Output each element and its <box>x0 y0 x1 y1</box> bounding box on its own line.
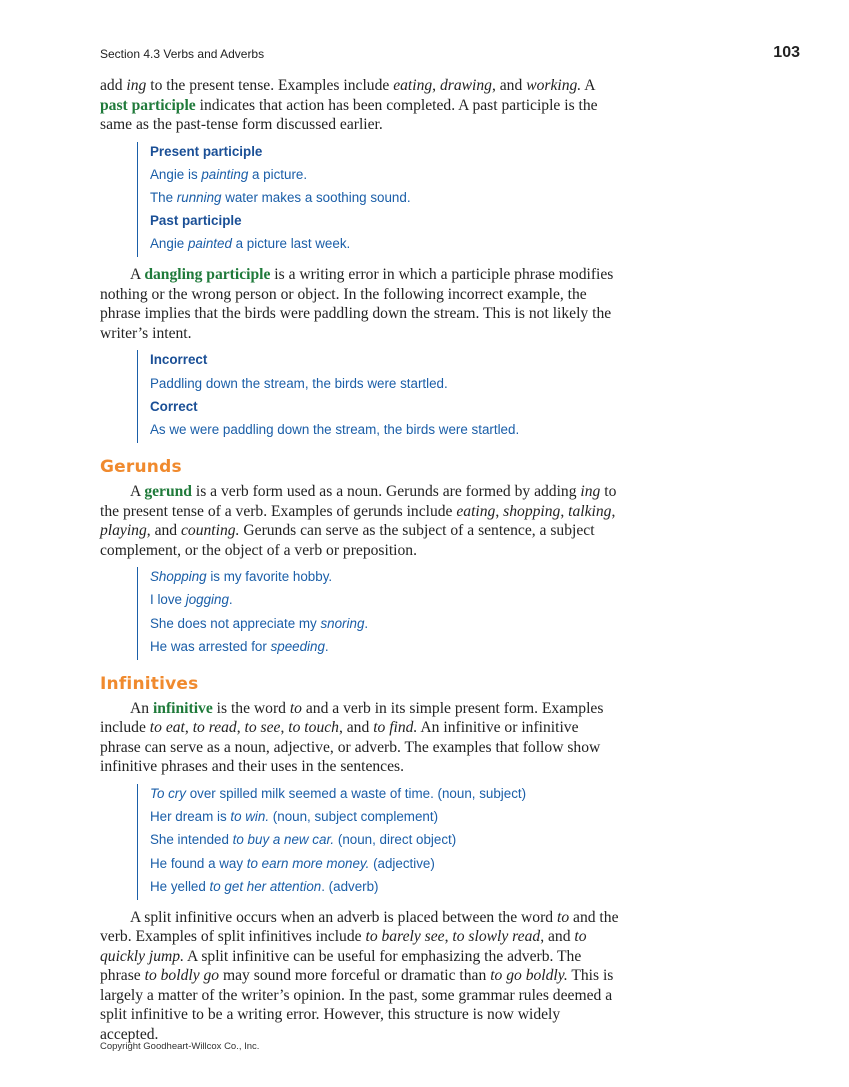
text-run: over spilled milk seemed a waste of time. (noun, subject) <box>185 785 527 801</box>
text-run: (noun, subject complement) <box>269 809 439 825</box>
italic-text: to read <box>192 719 237 737</box>
italic-text: To cry <box>150 785 186 801</box>
section-title: Section 4.3 Verbs and Adverbs <box>100 47 265 61</box>
italic-text: painted <box>187 236 232 252</box>
italic-text: snoring <box>320 615 365 631</box>
italic-text: to slowly read <box>452 928 541 946</box>
example-sentence <box>150 877 620 900</box>
text-run: , <box>432 77 440 94</box>
italic-text: to get her attention <box>209 878 322 894</box>
key-term: past participle <box>100 96 196 114</box>
italic-text: eating <box>393 77 433 94</box>
key-term: dangling participle <box>144 266 271 284</box>
text-run: water makes a soothing sound. <box>221 189 411 205</box>
text-run: , <box>184 719 193 737</box>
italic-text: painting <box>201 166 249 182</box>
text-run: is my favorite hobby. <box>206 569 333 585</box>
text-run: , <box>495 502 504 520</box>
italic-text: to <box>289 699 302 717</box>
italic-text: to barely see <box>365 928 445 946</box>
text-run: (noun, direct object) <box>334 832 457 848</box>
text-run: She intended <box>150 832 233 848</box>
text-run: indicates that action has been completed. A past participle is the same as the past-tense form discussed earlier. <box>100 96 598 133</box>
italic-text: ing <box>126 77 147 94</box>
text-run: is a verb form used as a noun. Gerunds are formed by adding <box>191 483 581 501</box>
example-label <box>150 211 620 234</box>
key-term: infinitive <box>152 699 213 717</box>
italic-text: playing <box>100 522 147 540</box>
participle-examples <box>137 142 620 258</box>
text-run: add <box>100 77 127 94</box>
text-run: An infinitive or infinitive phrase can serve as a noun, adjective, or adverb. The examples that follow show infinitive phrases and their uses in the sentences. <box>100 719 601 776</box>
example-sentence <box>150 637 620 660</box>
text-run: (adjective) <box>369 855 435 871</box>
text-run: and the verb. Examples of split infinitives include <box>100 908 619 946</box>
italic-text: speeding <box>270 638 325 654</box>
text-run: The <box>150 189 177 205</box>
key-term: gerund <box>144 483 192 501</box>
text-run: Gerunds can serve as the subject of a sentence, a subject complement, or the object of a verb or preposition. <box>100 522 595 559</box>
text-run: Angie is <box>150 166 202 182</box>
italic-text: to <box>556 908 570 926</box>
example-sentence <box>150 567 620 590</box>
italic-text: talking <box>568 502 612 520</box>
split-infinitive-paragraph <box>100 908 620 1045</box>
text-run: . <box>324 638 329 654</box>
example-label <box>150 397 620 420</box>
text-run: As we were paddling down the stream, the birds were startled. <box>150 422 520 437</box>
text-run: a picture. <box>248 166 308 182</box>
text-run: to the present tense. Examples include <box>146 77 394 94</box>
text-run: A split infinitive occurs when an adverb is placed between the word <box>130 908 557 926</box>
text-run: He was arrested for <box>150 638 271 654</box>
text-run: a picture last week. <box>231 236 351 252</box>
example-sentence <box>150 165 620 188</box>
italic-text: to win. <box>230 809 270 825</box>
text-run: A split infinitive can be useful for emphasizing the adverb. The phrase <box>100 947 582 985</box>
text-run: to the present tense of a verb. Examples of gerunds include <box>100 483 617 520</box>
heading-gerunds: Gerunds <box>100 457 182 478</box>
italic-text: to see <box>244 719 281 737</box>
example-sentence <box>150 590 620 613</box>
italic-text: ing <box>580 483 601 501</box>
example-sentence <box>150 807 620 830</box>
text-run: Past participle <box>150 213 242 229</box>
text-run: Her dream is <box>150 809 231 825</box>
text-run: , <box>444 928 453 946</box>
italic-text: shopping <box>503 502 561 520</box>
example-sentence <box>150 784 620 807</box>
text-run: This is largely a matter of the writer’s opinion. In the past, some grammar rules deemed a split infinitive to be a writing error. However, this structure is now widely accepted. <box>100 967 614 1043</box>
text-run: , <box>560 502 569 520</box>
text-run: Paddling down the stream, the birds were startled. <box>150 375 448 391</box>
text-run: , and <box>338 719 374 737</box>
italic-text: to buy a new car. <box>232 832 335 848</box>
page-number: 103 <box>773 44 800 61</box>
text-run: Present participle <box>150 143 263 159</box>
text-run: and a verb in its simple present form. Examples include <box>100 699 604 737</box>
text-run: , <box>280 719 289 737</box>
text-run: , and <box>491 77 527 94</box>
text-run: Incorrect <box>150 352 208 368</box>
italic-text: working. <box>526 77 582 94</box>
text-run: . <box>228 592 233 608</box>
text-run: Angie <box>150 236 188 252</box>
dangling-participle-paragraph <box>100 265 620 343</box>
text-run: Correct <box>150 398 198 414</box>
example-label <box>150 142 620 165</box>
italic-text: to quickly jump. <box>100 928 587 965</box>
text-run: , and <box>146 522 181 540</box>
intro-paragraph <box>100 76 620 135</box>
text-run: . (adverb) <box>321 878 379 894</box>
heading-infinitives: Infinitives <box>100 673 199 694</box>
italic-text: counting. <box>181 522 240 540</box>
example-sentence <box>150 614 620 637</box>
italic-text: to earn more money. <box>246 855 370 871</box>
infinitive-examples <box>137 784 620 900</box>
example-sentence <box>150 374 620 397</box>
infinitives-paragraph <box>100 699 620 777</box>
italic-text: jogging <box>185 592 229 608</box>
gerund-examples <box>137 567 620 660</box>
example-sentence <box>150 854 620 877</box>
text-run: , <box>611 502 616 520</box>
italic-text: running <box>176 189 222 205</box>
text-run: . <box>364 615 369 631</box>
dangling-participle-examples <box>137 350 620 443</box>
example-sentence <box>150 188 620 211</box>
italic-text: to go boldly. <box>490 967 568 985</box>
italic-text: to boldly go <box>144 967 220 985</box>
text-run: is a writing error in which a participle phrase modifies nothing or the wrong person or object. In the following incorrect example, the phrase implies that the birds were paddling down the stream. This is not likely the writer’s intent. <box>100 266 614 342</box>
copyright-footer: Copyright Goodheart-Willcox Co., Inc. <box>100 1041 260 1052</box>
example-sentence <box>150 420 620 443</box>
text-run: He yelled <box>150 878 210 894</box>
running-head <box>100 44 800 64</box>
italic-text: eating <box>456 502 496 520</box>
text-run: I love <box>150 592 186 608</box>
text-run: She does not appreciate my <box>150 615 321 631</box>
italic-text: to find. <box>373 719 418 737</box>
text-run: A <box>130 483 145 501</box>
text-run: , and <box>540 928 575 946</box>
gerunds-paragraph <box>100 482 620 560</box>
text-run: A <box>581 77 595 94</box>
example-label <box>150 350 620 373</box>
italic-text: to touch <box>288 719 339 737</box>
text-run: A <box>130 266 145 284</box>
text-run: is the word <box>212 699 290 717</box>
text-run: An <box>130 699 153 717</box>
text-run: , <box>236 719 245 737</box>
page-content <box>100 76 620 1044</box>
text-run: may sound more forceful or dramatic than <box>219 967 491 985</box>
example-sentence <box>150 830 620 853</box>
italic-text: drawing <box>439 77 492 94</box>
italic-text: Shopping <box>150 569 207 585</box>
text-run: He found a way <box>150 855 247 871</box>
italic-text: to eat <box>149 719 185 737</box>
example-sentence <box>150 234 620 257</box>
